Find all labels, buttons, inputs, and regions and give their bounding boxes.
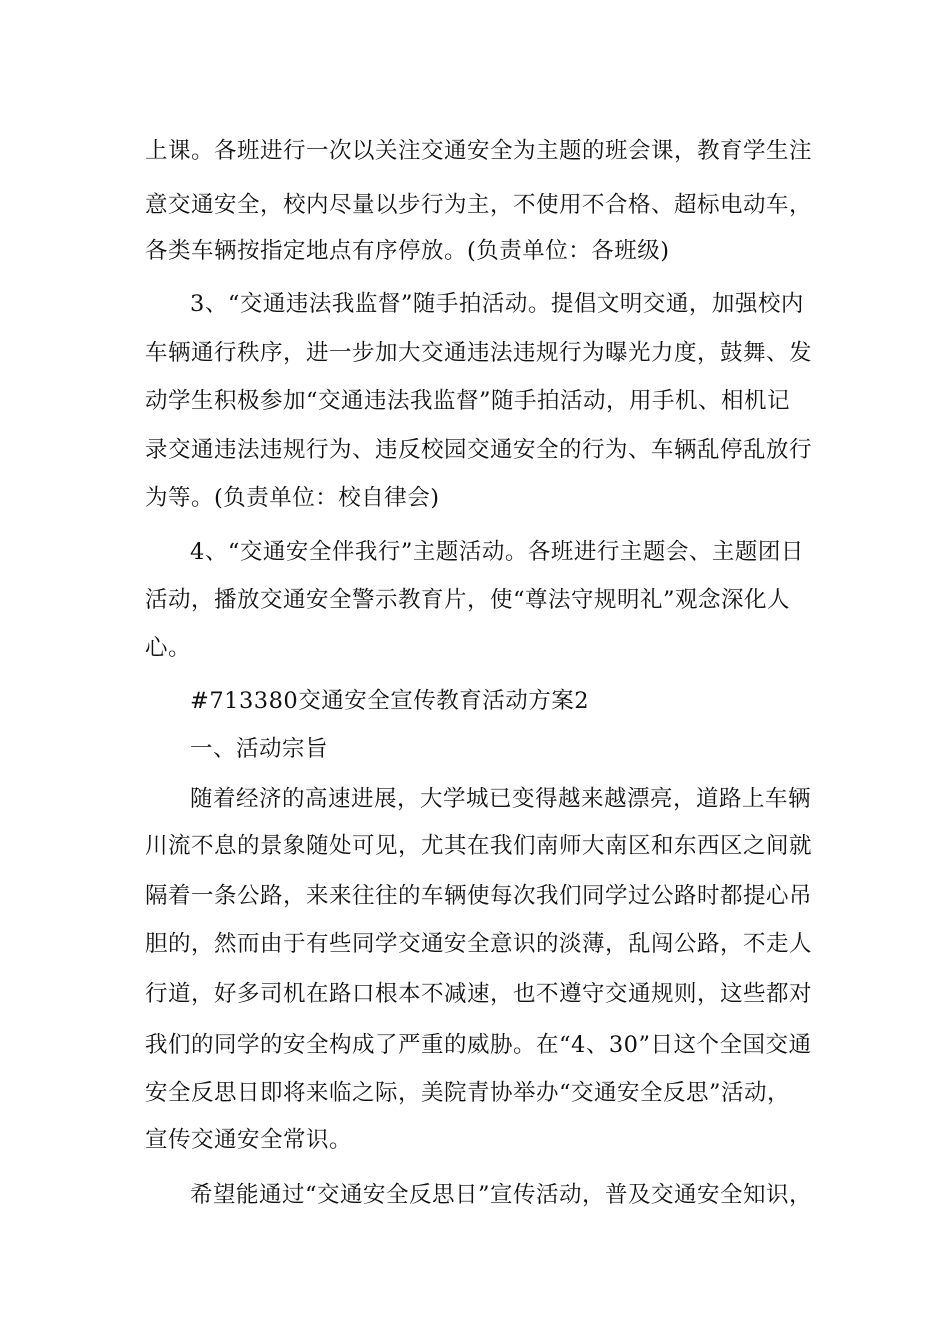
text-line: 隔着一条公路，来来往往的车辆使每次我们同学过公路时都提心吊 bbox=[145, 883, 813, 909]
text-line: 各类车辆按指定地点有序停放。(负责单位：各班级) bbox=[145, 238, 670, 264]
text-line: 动学生积极参加“交通违法我监督”随手拍活动，用手机、相机记 bbox=[145, 388, 791, 414]
section-heading: 一、活动宗旨 bbox=[190, 736, 329, 762]
text-line: 车辆通行秩序，进一步加大交通违法违规行为曝光力度，鼓舞、发 bbox=[145, 340, 813, 366]
text-line: 行道，好多司机在路口根本不减速，也不遵守交通规则，这些都对 bbox=[145, 981, 813, 1007]
text-line: 随着经济的高速进展，大学城已变得越来越漂亮，道路上车辆 bbox=[190, 786, 812, 812]
text-line: 为等。(负责单位：校自律会) bbox=[145, 485, 440, 511]
section-heading: #713380交通安全宣传教育活动方案2 bbox=[190, 688, 590, 714]
text-line: 安全反思日即将来临之际，美院青协举办“交通安全反思”活动， bbox=[145, 1080, 791, 1106]
text-line: 胆的，然而由于有些同学交通安全意识的淡薄，乱闯公路，不走人 bbox=[145, 931, 813, 957]
text-line: 录交通违法违规行为、违反校园交通安全的行为、车辆乱停乱放行 bbox=[145, 437, 813, 463]
text-line: 4、“交通安全伴我行”主题活动。各班进行主题会、主题团日 bbox=[190, 539, 804, 565]
text-line: 意交通安全，校内尽量以步行为主，不使用不合格、超标电动车， bbox=[145, 192, 813, 218]
text-line: 宣传交通安全常识。 bbox=[145, 1127, 353, 1153]
text-line: 心。 bbox=[145, 635, 192, 661]
text-line: 3、“交通违法我监督”随手拍活动。提倡文明交通，加强校内 bbox=[190, 291, 804, 317]
text-line: 川流不息的景象随处可见，尤其在我们南师大南区和东西区之间就 bbox=[145, 833, 813, 859]
text-line: 希望能通过“交通安全反思日”宣传活动，普及交通安全知识， bbox=[190, 1182, 813, 1208]
text-line: 我们的同学的安全构成了严重的威胁。在“4、30”日这个全国交通 bbox=[145, 1032, 812, 1058]
text-line: 上课。各班进行一次以关注交通安全为主题的班会课，教育学生注 bbox=[145, 138, 813, 164]
text-line: 活动，播放交通安全警示教育片，使“尊法守规明礼”观念深化人 bbox=[145, 587, 791, 613]
